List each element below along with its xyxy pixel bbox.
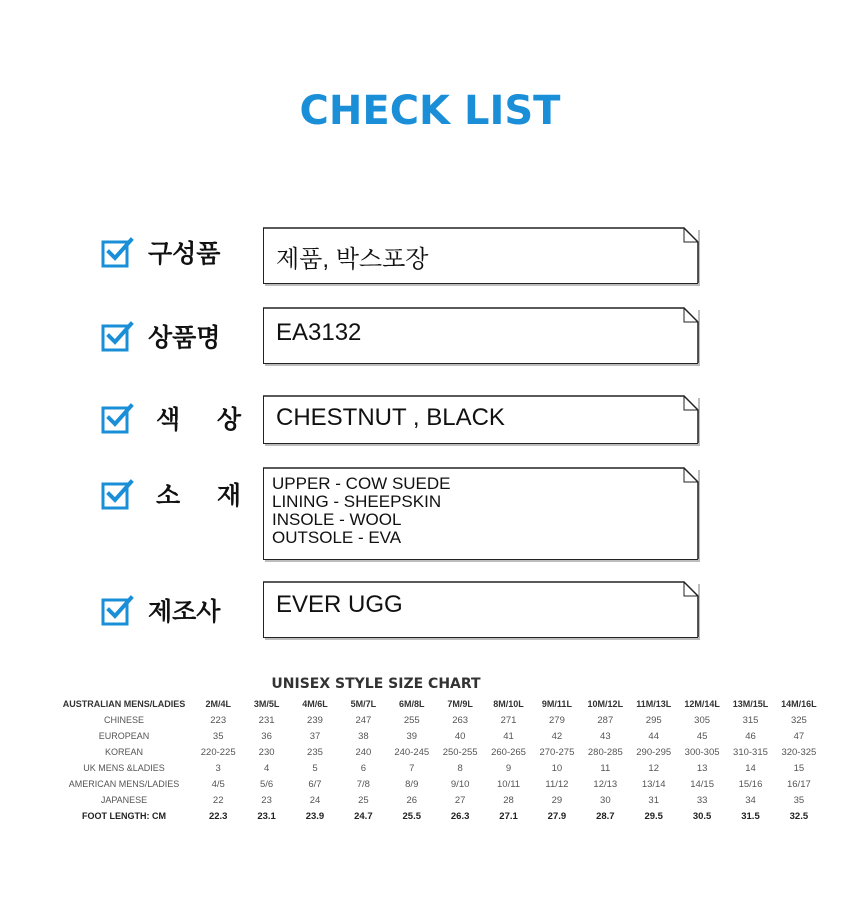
size-chart-cell: 39 [406,730,418,742]
size-chart-cell: 14M/16L [781,699,817,709]
checklist-row-material [0,468,860,560]
size-chart-cell: 27.1 [499,810,518,822]
size-chart-cell: 235 [307,746,323,758]
size-chart-cell: 29 [551,794,563,806]
checkbox-checked-icon [100,477,134,511]
size-chart-row-header: UK MENS &LADIES [83,763,165,773]
size-chart-cell: 23.9 [305,810,325,822]
row-label-text: 소 재 [156,481,256,510]
size-chart-cell: 270-275 [539,746,575,758]
size-chart-cell: 310-315 [733,746,768,758]
checklist-row-manufacturer [0,582,860,638]
size-chart-cell: 42 [551,730,563,742]
checkbox-checked-icon [100,319,134,353]
size-chart-cell: 315 [742,714,759,726]
size-chart-cell: 13 [696,762,708,774]
size-chart-cell: 4M/6L [302,699,328,709]
checklist-row-color [0,396,860,444]
size-chart-cell: 25 [358,794,369,806]
size-chart-cell: 27 [454,794,466,806]
size-chart-cell: 9 [505,762,512,774]
size-chart-cell: 27.9 [547,810,567,822]
checkbox-checked-icon [100,235,134,269]
size-chart-cell: 320-325 [781,746,817,758]
size-chart-row [54,712,823,728]
size-chart-cell: 31.5 [741,810,760,822]
size-chart-cell: 10/11 [497,778,521,790]
value-text: 제품, 박스포장 [276,246,429,273]
row-label [100,592,220,628]
size-chart-cell: 23 [261,794,272,806]
size-chart-row-header: AUSTRALIAN MENS/LADIES [62,699,186,709]
size-chart-cell: 239 [307,714,323,726]
value-box [263,396,698,444]
size-chart-cell: 40 [454,730,466,742]
size-chart-row [54,792,823,808]
size-chart-cell: 271 [500,714,517,726]
size-chart-cell: 325 [790,714,807,726]
material-line: INSOLE - WOOL [272,510,402,529]
size-chart-cell: 26.3 [450,810,470,822]
size-chart-cell: 14 [745,762,756,774]
size-chart-cell: 4 [263,762,270,774]
size-chart-cell: 9M/11L [541,699,572,709]
size-chart-row [54,696,823,712]
size-chart-cell: 6M/8L [399,699,425,709]
size-chart-cell: 43 [600,730,611,742]
size-chart-row-header: CHINESE [103,715,144,725]
material-line: LINING - SHEEPSKIN [272,492,442,511]
size-chart-cell: 11/12 [545,778,569,790]
size-chart-cell: 37 [309,730,321,742]
size-chart-row [54,808,823,824]
size-chart-cell: 30 [600,794,611,806]
size-chart-row [54,728,823,744]
value-text: CHESTNUT , BLACK [276,404,505,431]
checklist-row-product-name [0,308,860,364]
size-chart-cell: 16/17 [786,778,811,790]
size-chart-cell: 5M/7L [350,699,377,709]
size-chart-cell: 4/5 [211,778,225,790]
size-chart-cell: 36 [261,730,272,742]
size-chart-cell: 6 [360,762,367,774]
size-chart-row-header: JAPANESE [100,795,148,805]
size-chart-row-header: EUROPEAN [98,731,150,741]
size-chart-cell: 8M/10L [493,699,524,709]
size-chart-title: UNISEX STYLE SIZE CHART [271,676,481,692]
size-chart-cell: 24 [309,794,321,806]
size-chart-cell: 230 [258,746,275,758]
size-chart-cell: 6/7 [308,778,322,790]
value-box [263,228,698,284]
size-chart-cell: 255 [403,714,420,726]
material-line: OUTSOLE - EVA [272,528,402,547]
row-label [100,234,220,270]
size-chart-cell: 47 [793,730,805,742]
size-chart-cell: 247 [355,714,372,726]
size-chart-cell: 23.1 [257,810,276,822]
row-label-text: 제조사 [148,597,221,626]
size-chart-cell: 33 [696,794,708,806]
size-chart-cell: 2M/4L [205,699,231,709]
size-chart-cell: 8 [457,762,463,774]
size-chart-cell: 300-305 [684,746,720,758]
page-title: CHECK LIST [299,88,561,134]
size-chart-cell: 25.5 [402,810,421,822]
value-box [263,308,698,364]
size-chart-cell: 28 [503,794,514,806]
size-chart-cell: 263 [452,714,469,726]
size-chart-cell: 3 [215,762,221,774]
size-chart-cell: 240-245 [394,746,430,758]
value-box [263,468,698,560]
size-chart-cell: 279 [549,714,565,726]
checkbox-checked-icon [100,593,134,627]
material-line: UPPER - COW SUEDE [272,474,451,493]
size-chart-cell: 295 [645,714,662,726]
value-box [263,582,698,638]
size-chart-cell: 290-295 [636,746,672,758]
size-chart-cell: 41 [503,730,514,742]
size-chart-cell: 45 [696,730,708,742]
row-label [100,476,255,512]
size-chart-cell: 34 [745,794,756,806]
size-chart-cell: 8/9 [405,778,419,790]
size-chart-cell: 223 [210,714,227,726]
size-chart-cell: 14/15 [690,778,714,790]
size-chart-cell: 29.5 [644,810,663,822]
size-chart-row [54,744,823,760]
size-chart-cell: 231 [258,714,275,726]
size-chart-cell: 35 [212,730,224,742]
size-chart-cell: 11M/13L [636,699,672,709]
size-chart-cell: 46 [745,730,756,742]
size-chart-row-header: FOOT LENGTH: CM [82,811,166,821]
size-chart-cell: 28.7 [596,810,615,822]
size-chart-cell: 7 [409,762,415,774]
checkbox-checked-icon [100,401,134,435]
size-chart-cell: 13/14 [641,778,666,790]
size-chart-cell: 44 [648,730,659,742]
size-chart-cell: 280-285 [587,746,623,758]
size-chart-cell: 10M/12L [587,699,624,709]
size-chart-cell: 38 [358,730,369,742]
row-label-text: 색 상 [156,405,256,434]
size-chart-row-header: KOREAN [104,747,143,757]
size-chart-cell: 3M/5L [253,699,280,709]
size-chart-cell: 11 [600,762,611,774]
size-chart-cell: 12/13 [593,778,618,790]
size-chart-cell: 5 [312,762,318,774]
size-chart-cell: 305 [694,714,711,726]
size-chart-cell: 220-225 [200,746,236,758]
size-chart-cell: 30.5 [692,810,712,822]
size-chart-cell: 12M/14L [684,699,720,709]
value-text: EA3132 [276,319,362,346]
row-label [100,318,220,354]
row-label-text: 상품명 [148,323,221,352]
size-chart-cell: 13M/15L [732,699,769,709]
size-chart-cell: 250-255 [442,746,478,758]
size-chart-cell: 22.3 [208,810,228,822]
size-chart-table [54,696,823,824]
size-chart-cell: 287 [597,714,614,726]
size-chart-cell: 9/10 [450,778,470,790]
size-chart-cell: 32.5 [789,810,809,822]
size-chart-cell: 5/6 [259,778,274,790]
size-chart-cell: 15 [793,762,805,774]
size-chart-cell: 10 [551,762,563,774]
size-chart-cell: 7M/9L [447,699,473,709]
size-chart-cell: 26 [406,794,418,806]
size-chart-cell: 260-265 [491,746,526,758]
material-list [264,468,698,547]
size-chart-row [54,776,823,792]
size-chart-cell: 12 [648,762,659,774]
size-chart-cell: 22 [212,794,224,806]
value-text: EVER UGG [276,591,403,618]
row-label-text: 구성품 [148,239,221,268]
size-chart-row [54,760,823,776]
size-chart-cell: 35 [793,794,805,806]
size-chart-cell: 31 [648,794,659,806]
row-label [100,400,255,436]
size-chart-row-header: AMERICAN MENS/LADIES [68,779,180,789]
size-chart-cell: 240 [355,746,372,758]
size-chart-cell: 15/16 [738,778,763,790]
checklist-row-components [0,228,860,284]
size-chart-cell: 24.7 [354,810,373,822]
size-chart-cell: 7/8 [356,778,370,790]
